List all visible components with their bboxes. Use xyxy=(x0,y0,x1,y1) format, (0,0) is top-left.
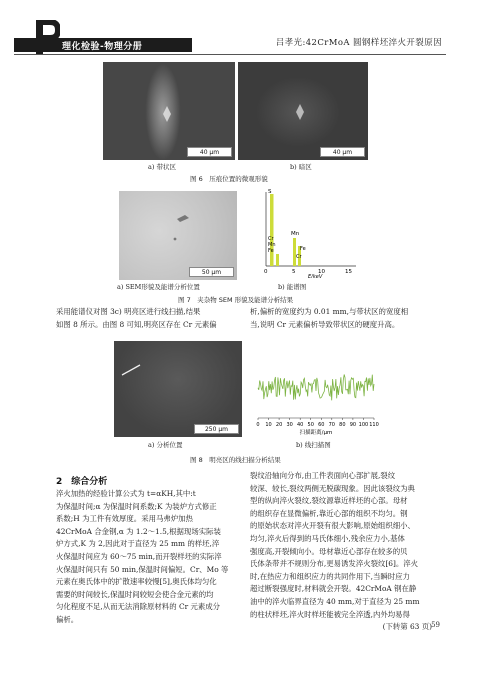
fig8-caption: 图 8 明亮区的线扫描分析结果 xyxy=(190,456,281,464)
text-line: 的组织存在显微偏析,靠近心部的组织不均匀。钢 xyxy=(250,508,408,518)
spec-peak-s: S xyxy=(268,189,272,195)
linescan-tick-label: 0 xyxy=(256,422,260,428)
text-line: 析,偏析的宽度约为 0.01 mm,与带状区的宽度相 xyxy=(250,307,409,316)
spec-peak-cr-2: Cr xyxy=(296,254,302,260)
linescan-tick-label: 30 xyxy=(286,422,293,428)
spec-peak-mn-2: Mn xyxy=(268,242,276,248)
linescan-tick-label: 60 xyxy=(318,422,325,428)
linescan-tick-label: 110 xyxy=(369,422,379,428)
text-line: 火保温时间应为 60～75 min,而开裂样坯的实际淬 xyxy=(56,551,222,561)
spec-xlabel: E/keV xyxy=(308,274,323,278)
spec-tick-5: 5 xyxy=(292,269,296,275)
linescan-trace xyxy=(258,375,374,401)
text-line: 采用能谱仪对图 3c) 明亮区进行线扫描,结果 xyxy=(56,307,201,316)
text-line: 需要的时间较长,保温时间较短会使合金元素的均 xyxy=(56,589,214,599)
linescan-xlabel: 扫描距离/μm xyxy=(299,430,333,436)
paragraph-left-top xyxy=(56,306,242,331)
running-title: 吕孝光:42CrMoA 圆钢样坯淬火开裂原因 xyxy=(275,38,442,48)
fig6a-indent-icon xyxy=(103,62,235,160)
text-line: 均匀,淬火后得到的马氏体细小,残余应力小,基体 xyxy=(250,533,405,543)
text-line: 为保温时间;α 为保温时间系数;K 为装炉方式修正 xyxy=(56,501,217,511)
text-line: 偏析。 xyxy=(56,614,79,624)
text-line: 的柱状样坯,淬火时样坯能被完全淬透,内外均易得 xyxy=(250,609,410,619)
fig8a-label: a) 分析位置 xyxy=(148,441,183,449)
text-line: 如图 8 所示。由图 8 可知,明亮区存在 Cr 元素偏 xyxy=(56,319,217,329)
fig7a-label: a) SEM形貌及能谱分析位置 xyxy=(117,283,200,291)
text-line: 淬火加热的经验计算公式为 t=αKH,其中:t xyxy=(56,489,196,498)
journal-logo-icon xyxy=(30,20,60,54)
fig6b-micrograph xyxy=(238,62,368,160)
continued-note: (下转第 63 页) xyxy=(382,622,432,632)
fig6b-label: b) 暗区 xyxy=(290,163,312,171)
fig7a-scalebar: 50 μm xyxy=(189,267,234,277)
fig8a-scalebar: 250 μm xyxy=(194,424,239,434)
linescan-tick-label: 50 xyxy=(307,422,314,428)
fig8a-micrograph xyxy=(114,341,242,437)
paragraph-right-bottom xyxy=(250,470,436,634)
fig6b-indent-icon xyxy=(238,62,368,160)
fig7b-spectrum xyxy=(256,188,360,278)
text-line: 超过断裂强度时,材料就会开裂。42CrMoA 钢在静 xyxy=(250,584,417,594)
page-number: 59 xyxy=(431,621,440,629)
linescan-tick-label: 100 xyxy=(358,422,369,428)
text-line: 系数;H 为工件有效厚度。采用马弗炉加热 xyxy=(56,514,193,524)
paragraph-left-bottom xyxy=(56,488,242,627)
spec-peak-fe-2: Fe xyxy=(300,246,306,252)
text-line: 的原始状态对淬火开裂有很大影响,原始组织细小、 xyxy=(250,521,415,531)
page-header xyxy=(0,0,480,60)
fig7a-sem-image xyxy=(119,191,237,280)
linescan-tick-label: 80 xyxy=(339,422,346,428)
text-line: 氏体条带并不规则分布,更易诱发淬火裂纹[6]。淬火 xyxy=(250,559,419,569)
text-line: 元素在奥氏体中的扩散速率较慢[5],奥氏体均匀化 xyxy=(56,577,217,587)
text-line: 42CrMoA 合金钢,α 为 1.2～1.5,根据现场实际装 xyxy=(56,526,221,536)
text-line: 当,说明 Cr 元素偏析导致带状区的硬度升高。 xyxy=(250,319,400,329)
linescan-tick-label: 70 xyxy=(328,422,336,428)
fig6a-micrograph xyxy=(103,62,235,160)
text-line: 强度高,开裂倾向小。母材靠近心部存在较多的贝 xyxy=(250,546,408,556)
spec-tick-15: 15 xyxy=(345,269,352,275)
spec-tick-0: 0 xyxy=(264,269,268,275)
text-line: 时,在热应力和组织应力的共同作用下,当瞬时应力 xyxy=(250,571,410,581)
fig8a-scan-line-icon xyxy=(114,341,242,437)
text-line: 型的纵向淬火裂纹,裂纹源靠近样坯的心部。母材 xyxy=(250,496,408,506)
fig8b-linescan-chart xyxy=(250,360,382,438)
linescan-tick-label: 20 xyxy=(275,422,283,428)
fig6-caption: 图 6 压痕位置的微观形貌 xyxy=(190,175,268,183)
text-line: 匀化程度不足,从而无法消除原材料的 Cr 元素成分 xyxy=(56,602,221,612)
fig7-caption: 图 7 夹杂物 SEM 形貌及能谱分析结果 xyxy=(178,296,294,304)
section-title: 2 综合分析 xyxy=(56,477,108,487)
fig6a-scalebar: 40 μm xyxy=(187,147,232,157)
fig6b-scalebar: 40 μm xyxy=(320,147,365,157)
spec-tick-10: 10 xyxy=(318,269,325,275)
text-line: 裂纹沿轴向分布,由工件表面向心部扩展,裂纹 xyxy=(250,471,396,480)
header-rule xyxy=(14,54,446,55)
linescan-tick-label: 10 xyxy=(265,422,272,428)
spec-peak-cr-1: Cr xyxy=(268,236,274,242)
text-line: 炉方式,K 为 2,因此对于直径为 25 mm 的样坯,淬 xyxy=(56,539,220,549)
linescan-tick-label: 90 xyxy=(349,422,357,428)
text-line: 油中的淬火临界直径为 40 mm,对于直径为 25 mm xyxy=(250,596,420,606)
fig6a-label: a) 带状区 xyxy=(148,163,176,171)
spec-peak-fe-1: Fe xyxy=(268,248,274,254)
paragraph-right-top xyxy=(250,306,436,331)
fig7b-label: b) 能谱图 xyxy=(278,283,307,291)
text-line: 较深、较长,裂纹两侧无脱碳现象。因此该裂纹为典 xyxy=(250,483,415,493)
spec-peak-mn-1: Mn xyxy=(291,231,300,237)
fig8b-label: b) 线扫描图 xyxy=(296,441,331,449)
linescan-tick-label: 40 xyxy=(296,422,304,428)
journal-name: 理化检验-物理分册 xyxy=(62,42,143,52)
text-line: 火保温时间只有 50 min,保温时间偏短。Cr、Mo 等 xyxy=(56,564,229,574)
